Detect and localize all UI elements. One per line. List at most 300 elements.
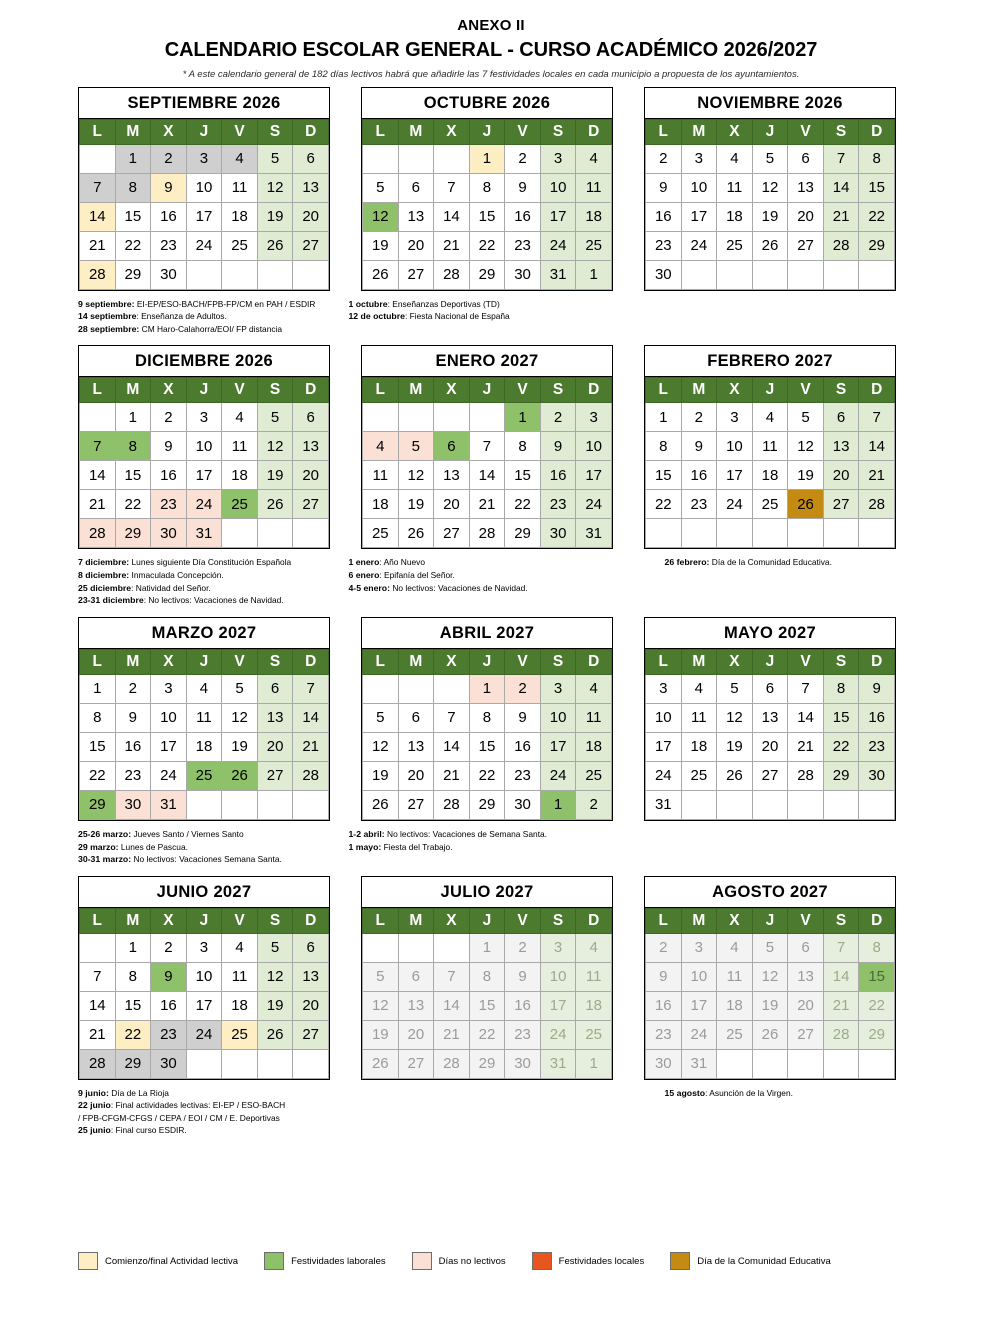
day-cell[interactable]: 31 [681,1049,717,1078]
day-cell[interactable]: 2 [576,790,612,819]
day-cell[interactable]: 14 [293,703,329,732]
day-cell[interactable]: 18 [576,991,612,1020]
day-cell[interactable]: 15 [505,461,541,490]
day-cell[interactable]: 5 [398,432,434,461]
day-cell[interactable]: 10 [576,432,612,461]
day-cell[interactable]: 26 [788,490,824,519]
day-cell[interactable]: 27 [398,1049,434,1078]
day-cell[interactable]: 9 [681,432,717,461]
day-cell[interactable]: 1 [469,144,505,173]
day-cell[interactable]: 10 [186,962,222,991]
day-cell[interactable]: 21 [469,490,505,519]
day-cell[interactable]: 18 [363,490,399,519]
day-cell[interactable]: 8 [646,432,682,461]
day-cell[interactable]: 28 [823,1020,859,1049]
day-cell[interactable]: 21 [434,1020,470,1049]
day-cell[interactable]: 13 [823,432,859,461]
day-cell[interactable]: 16 [151,202,187,231]
day-cell[interactable]: 27 [398,790,434,819]
day-cell[interactable]: 5 [257,144,293,173]
day-cell[interactable]: 28 [293,761,329,790]
day-cell[interactable]: 28 [80,1049,116,1078]
day-cell[interactable]: 9 [151,173,187,202]
day-cell[interactable]: 12 [257,173,293,202]
day-cell[interactable]: 8 [859,933,895,962]
day-cell[interactable]: 9 [646,962,682,991]
day-cell[interactable]: 21 [80,1020,116,1049]
day-cell[interactable]: 17 [681,991,717,1020]
day-cell[interactable]: 2 [646,144,682,173]
day-cell[interactable]: 26 [717,761,753,790]
day-cell[interactable]: 27 [293,490,329,519]
day-cell[interactable]: 8 [115,173,151,202]
day-cell[interactable]: 16 [505,202,541,231]
day-cell[interactable]: 17 [540,202,576,231]
day-cell[interactable]: 1 [505,403,541,432]
day-cell[interactable]: 4 [222,933,258,962]
day-cell[interactable]: 5 [752,933,788,962]
day-cell[interactable]: 1 [540,790,576,819]
day-cell[interactable]: 2 [681,403,717,432]
day-cell[interactable]: 21 [80,490,116,519]
day-cell[interactable]: 27 [293,1020,329,1049]
day-cell[interactable]: 28 [859,490,895,519]
day-cell[interactable]: 9 [151,432,187,461]
day-cell[interactable]: 15 [115,991,151,1020]
day-cell[interactable]: 3 [186,933,222,962]
day-cell[interactable]: 20 [434,490,470,519]
day-cell[interactable]: 26 [257,1020,293,1049]
day-cell[interactable]: 18 [222,202,258,231]
day-cell[interactable]: 16 [681,461,717,490]
day-cell[interactable]: 6 [788,144,824,173]
day-cell[interactable]: 23 [646,1020,682,1049]
day-cell[interactable]: 21 [434,231,470,260]
day-cell[interactable]: 26 [257,490,293,519]
day-cell[interactable]: 26 [363,1049,399,1078]
day-cell[interactable]: 13 [293,432,329,461]
day-cell[interactable]: 27 [398,260,434,289]
day-cell[interactable]: 22 [80,761,116,790]
day-cell[interactable]: 19 [717,732,753,761]
day-cell[interactable]: 15 [859,173,895,202]
day-cell[interactable]: 29 [80,790,116,819]
day-cell[interactable]: 20 [788,991,824,1020]
day-cell[interactable]: 7 [434,703,470,732]
day-cell[interactable]: 26 [257,231,293,260]
day-cell[interactable]: 21 [859,461,895,490]
day-cell[interactable]: 6 [257,674,293,703]
day-cell[interactable]: 1 [80,674,116,703]
day-cell[interactable]: 3 [576,403,612,432]
day-cell[interactable]: 7 [859,403,895,432]
day-cell[interactable]: 17 [186,991,222,1020]
day-cell[interactable]: 13 [293,173,329,202]
day-cell[interactable]: 1 [576,1049,612,1078]
day-cell[interactable]: 23 [646,231,682,260]
day-cell[interactable]: 28 [823,231,859,260]
day-cell[interactable]: 30 [646,260,682,289]
day-cell[interactable]: 14 [434,732,470,761]
day-cell[interactable]: 30 [151,1049,187,1078]
day-cell[interactable]: 1 [469,674,505,703]
day-cell[interactable]: 16 [505,991,541,1020]
day-cell[interactable]: 11 [222,432,258,461]
day-cell[interactable]: 21 [788,732,824,761]
day-cell[interactable]: 21 [434,761,470,790]
day-cell[interactable]: 8 [505,432,541,461]
day-cell[interactable]: 5 [257,403,293,432]
day-cell[interactable]: 11 [752,432,788,461]
day-cell[interactable]: 22 [115,1020,151,1049]
day-cell[interactable]: 6 [823,403,859,432]
day-cell[interactable]: 30 [505,790,541,819]
day-cell[interactable]: 25 [752,490,788,519]
day-cell[interactable]: 18 [222,461,258,490]
day-cell[interactable]: 4 [186,674,222,703]
day-cell[interactable]: 18 [576,732,612,761]
day-cell[interactable]: 26 [363,790,399,819]
day-cell[interactable]: 30 [115,790,151,819]
day-cell[interactable]: 27 [788,1020,824,1049]
day-cell[interactable]: 3 [646,674,682,703]
day-cell[interactable]: 24 [186,1020,222,1049]
day-cell[interactable]: 24 [151,761,187,790]
day-cell[interactable]: 3 [540,933,576,962]
day-cell[interactable]: 13 [293,962,329,991]
day-cell[interactable]: 30 [646,1049,682,1078]
day-cell[interactable]: 29 [115,260,151,289]
day-cell[interactable]: 13 [398,991,434,1020]
day-cell[interactable]: 14 [80,991,116,1020]
day-cell[interactable]: 11 [363,461,399,490]
day-cell[interactable]: 20 [398,1020,434,1049]
day-cell[interactable]: 9 [505,703,541,732]
day-cell[interactable]: 26 [222,761,258,790]
day-cell[interactable]: 13 [257,703,293,732]
day-cell[interactable]: 10 [540,703,576,732]
day-cell[interactable]: 16 [646,202,682,231]
day-cell[interactable]: 22 [505,490,541,519]
day-cell[interactable]: 9 [151,962,187,991]
day-cell[interactable]: 3 [681,933,717,962]
day-cell[interactable]: 22 [646,490,682,519]
day-cell[interactable]: 14 [80,461,116,490]
day-cell[interactable]: 16 [151,991,187,1020]
day-cell[interactable]: 1 [115,403,151,432]
day-cell[interactable]: 6 [434,432,470,461]
day-cell[interactable]: 22 [859,202,895,231]
day-cell[interactable]: 12 [717,703,753,732]
day-cell[interactable]: 4 [752,403,788,432]
day-cell[interactable]: 30 [505,1049,541,1078]
day-cell[interactable]: 9 [646,173,682,202]
day-cell[interactable]: 23 [859,732,895,761]
day-cell[interactable]: 2 [540,403,576,432]
day-cell[interactable]: 8 [115,962,151,991]
day-cell[interactable]: 24 [576,490,612,519]
day-cell[interactable]: 23 [151,1020,187,1049]
day-cell[interactable]: 4 [576,933,612,962]
day-cell[interactable]: 20 [293,461,329,490]
day-cell[interactable]: 24 [540,761,576,790]
day-cell[interactable]: 25 [576,1020,612,1049]
day-cell[interactable]: 7 [469,432,505,461]
day-cell[interactable]: 5 [788,403,824,432]
day-cell[interactable]: 24 [186,490,222,519]
day-cell[interactable]: 21 [823,991,859,1020]
day-cell[interactable]: 6 [398,703,434,732]
day-cell[interactable]: 8 [469,962,505,991]
day-cell[interactable]: 10 [151,703,187,732]
day-cell[interactable]: 25 [576,231,612,260]
day-cell[interactable]: 27 [434,519,470,548]
day-cell[interactable]: 20 [823,461,859,490]
day-cell[interactable]: 12 [363,202,399,231]
day-cell[interactable]: 5 [363,173,399,202]
day-cell[interactable]: 9 [505,962,541,991]
day-cell[interactable]: 24 [681,231,717,260]
day-cell[interactable]: 25 [222,1020,258,1049]
day-cell[interactable]: 19 [363,761,399,790]
day-cell[interactable]: 29 [115,519,151,548]
day-cell[interactable]: 5 [752,144,788,173]
day-cell[interactable]: 29 [859,1020,895,1049]
day-cell[interactable]: 6 [398,962,434,991]
day-cell[interactable]: 19 [222,732,258,761]
day-cell[interactable]: 23 [540,490,576,519]
day-cell[interactable]: 28 [434,260,470,289]
day-cell[interactable]: 14 [788,703,824,732]
day-cell[interactable]: 1 [576,260,612,289]
day-cell[interactable]: 3 [186,144,222,173]
day-cell[interactable]: 11 [222,962,258,991]
day-cell[interactable]: 19 [363,1020,399,1049]
day-cell[interactable]: 12 [363,991,399,1020]
day-cell[interactable]: 29 [469,260,505,289]
day-cell[interactable]: 18 [576,202,612,231]
day-cell[interactable]: 16 [859,703,895,732]
day-cell[interactable]: 7 [823,144,859,173]
day-cell[interactable]: 7 [434,962,470,991]
day-cell[interactable]: 11 [576,173,612,202]
day-cell[interactable]: 4 [363,432,399,461]
day-cell[interactable]: 6 [293,403,329,432]
day-cell[interactable]: 13 [398,732,434,761]
day-cell[interactable]: 31 [646,790,682,819]
day-cell[interactable]: 29 [115,1049,151,1078]
day-cell[interactable]: 7 [80,173,116,202]
day-cell[interactable]: 16 [646,991,682,1020]
day-cell[interactable]: 10 [540,962,576,991]
day-cell[interactable]: 28 [434,1049,470,1078]
day-cell[interactable]: 10 [681,962,717,991]
day-cell[interactable]: 8 [115,432,151,461]
day-cell[interactable]: 4 [717,933,753,962]
day-cell[interactable]: 25 [576,761,612,790]
day-cell[interactable]: 1 [469,933,505,962]
day-cell[interactable]: 19 [257,461,293,490]
day-cell[interactable]: 4 [222,403,258,432]
day-cell[interactable]: 21 [823,202,859,231]
day-cell[interactable]: 20 [788,202,824,231]
day-cell[interactable]: 12 [752,962,788,991]
day-cell[interactable]: 13 [434,461,470,490]
day-cell[interactable]: 30 [540,519,576,548]
day-cell[interactable]: 25 [186,761,222,790]
day-cell[interactable]: 12 [363,732,399,761]
day-cell[interactable]: 4 [576,674,612,703]
day-cell[interactable]: 14 [434,991,470,1020]
day-cell[interactable]: 14 [823,962,859,991]
day-cell[interactable]: 14 [469,461,505,490]
day-cell[interactable]: 26 [398,519,434,548]
day-cell[interactable]: 19 [257,991,293,1020]
day-cell[interactable]: 8 [469,703,505,732]
day-cell[interactable]: 26 [752,1020,788,1049]
day-cell[interactable]: 12 [788,432,824,461]
day-cell[interactable]: 20 [398,231,434,260]
day-cell[interactable]: 30 [859,761,895,790]
day-cell[interactable]: 2 [505,674,541,703]
day-cell[interactable]: 17 [540,991,576,1020]
day-cell[interactable]: 4 [222,144,258,173]
day-cell[interactable]: 27 [293,231,329,260]
day-cell[interactable]: 29 [469,790,505,819]
day-cell[interactable]: 26 [363,260,399,289]
day-cell[interactable]: 22 [469,1020,505,1049]
day-cell[interactable]: 7 [823,933,859,962]
day-cell[interactable]: 7 [80,432,116,461]
day-cell[interactable]: 3 [681,144,717,173]
day-cell[interactable]: 5 [363,703,399,732]
day-cell[interactable]: 5 [717,674,753,703]
day-cell[interactable]: 14 [823,173,859,202]
day-cell[interactable]: 30 [151,260,187,289]
day-cell[interactable]: 24 [681,1020,717,1049]
day-cell[interactable]: 23 [505,1020,541,1049]
day-cell[interactable]: 3 [151,674,187,703]
day-cell[interactable]: 4 [576,144,612,173]
day-cell[interactable]: 11 [717,962,753,991]
day-cell[interactable]: 6 [398,173,434,202]
day-cell[interactable]: 8 [823,674,859,703]
day-cell[interactable]: 11 [576,962,612,991]
day-cell[interactable]: 20 [293,991,329,1020]
day-cell[interactable]: 19 [363,231,399,260]
day-cell[interactable]: 22 [115,231,151,260]
day-cell[interactable]: 25 [222,231,258,260]
day-cell[interactable]: 19 [752,991,788,1020]
day-cell[interactable]: 15 [80,732,116,761]
day-cell[interactable]: 3 [540,144,576,173]
day-cell[interactable]: 5 [363,962,399,991]
day-cell[interactable]: 31 [151,790,187,819]
day-cell[interactable]: 13 [788,173,824,202]
day-cell[interactable]: 19 [788,461,824,490]
day-cell[interactable]: 28 [788,761,824,790]
day-cell[interactable]: 11 [681,703,717,732]
day-cell[interactable]: 20 [293,202,329,231]
day-cell[interactable]: 11 [186,703,222,732]
day-cell[interactable]: 2 [505,144,541,173]
day-cell[interactable]: 28 [434,790,470,819]
day-cell[interactable]: 28 [469,519,505,548]
day-cell[interactable]: 21 [293,732,329,761]
day-cell[interactable]: 12 [257,962,293,991]
day-cell[interactable]: 19 [257,202,293,231]
day-cell[interactable]: 15 [823,703,859,732]
day-cell[interactable]: 27 [257,761,293,790]
day-cell[interactable]: 9 [540,432,576,461]
day-cell[interactable]: 20 [752,732,788,761]
day-cell[interactable]: 8 [469,173,505,202]
day-cell[interactable]: 24 [717,490,753,519]
day-cell[interactable]: 5 [257,933,293,962]
day-cell[interactable]: 10 [646,703,682,732]
day-cell[interactable]: 16 [505,732,541,761]
day-cell[interactable]: 24 [540,231,576,260]
day-cell[interactable]: 29 [859,231,895,260]
day-cell[interactable]: 7 [80,962,116,991]
day-cell[interactable]: 12 [257,432,293,461]
day-cell[interactable]: 23 [505,231,541,260]
day-cell[interactable]: 24 [540,1020,576,1049]
day-cell[interactable]: 18 [186,732,222,761]
day-cell[interactable]: 10 [186,173,222,202]
day-cell[interactable]: 16 [151,461,187,490]
day-cell[interactable]: 1 [646,403,682,432]
day-cell[interactable]: 13 [398,202,434,231]
day-cell[interactable]: 17 [717,461,753,490]
day-cell[interactable]: 10 [717,432,753,461]
day-cell[interactable]: 31 [186,519,222,548]
day-cell[interactable]: 15 [469,202,505,231]
day-cell[interactable]: 25 [717,1020,753,1049]
day-cell[interactable]: 3 [186,403,222,432]
day-cell[interactable]: 30 [151,519,187,548]
day-cell[interactable]: 22 [859,991,895,1020]
day-cell[interactable]: 6 [293,144,329,173]
day-cell[interactable]: 17 [186,202,222,231]
day-cell[interactable]: 17 [646,732,682,761]
day-cell[interactable]: 15 [115,202,151,231]
day-cell[interactable]: 29 [469,1049,505,1078]
day-cell[interactable]: 3 [540,674,576,703]
day-cell[interactable]: 9 [505,173,541,202]
day-cell[interactable]: 4 [717,144,753,173]
day-cell[interactable]: 31 [540,1049,576,1078]
day-cell[interactable]: 17 [151,732,187,761]
day-cell[interactable]: 16 [115,732,151,761]
day-cell[interactable]: 31 [576,519,612,548]
day-cell[interactable]: 29 [823,761,859,790]
day-cell[interactable]: 26 [752,231,788,260]
day-cell[interactable]: 24 [646,761,682,790]
day-cell[interactable]: 10 [681,173,717,202]
day-cell[interactable]: 15 [469,732,505,761]
day-cell[interactable]: 28 [80,519,116,548]
day-cell[interactable]: 18 [222,991,258,1020]
day-cell[interactable]: 6 [788,933,824,962]
day-cell[interactable]: 8 [80,703,116,732]
day-cell[interactable]: 15 [859,962,895,991]
day-cell[interactable]: 4 [681,674,717,703]
day-cell[interactable]: 3 [717,403,753,432]
day-cell[interactable]: 21 [80,231,116,260]
day-cell[interactable]: 5 [222,674,258,703]
day-cell[interactable]: 8 [859,144,895,173]
